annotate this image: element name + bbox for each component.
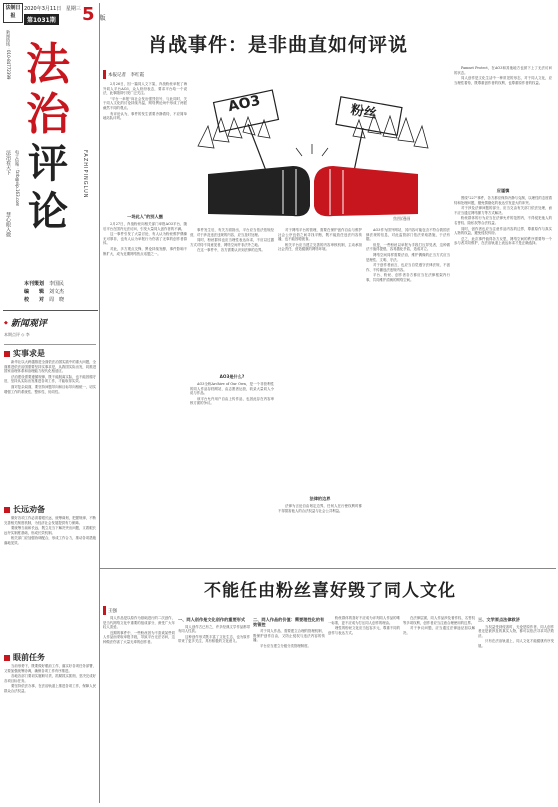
byline-marker-icon	[103, 70, 106, 79]
contact-email: 电子信箱：fzrb@vip.163.com	[15, 150, 20, 207]
bottom-article-subhead-1: 一、同人创作是文化创作的重要形式	[178, 617, 246, 622]
contact-hotline: 新闻热线：010-84772399	[6, 30, 11, 80]
bottom-article-col-2: 一、同人创作是文化创作的重要形式 同人创作古已有之，许多经典文学作品都带有同人性质。 这种创作形式既丰富了文化生态，也为原作带来了更多关注，具有积极的文化意义。	[178, 617, 250, 644]
page-number: 5 版	[82, 4, 106, 25]
column-host: 本期点评 ◇ 李	[4, 332, 30, 337]
top-article-subhead-2: AO3是什么?	[219, 374, 245, 379]
bottom-article-col-5: 在法律层面，同人作品涉及著作权、名誉权等多项权利，创作者应当注意合理使用的边界。 对于争议问题，应当通过法律途径加以解决。	[403, 616, 475, 635]
column-logo-icon: ◆	[4, 319, 8, 326]
bottom-article-col-1: 同人作品是以原作为基础进行的二次创作，是当代网络文化中重要的组成部分，深受广大年轻人喜爱。 近期的事件中，一些粉丝因为不喜欢某些同人作品而采取举报手段，导致平台无法访问，这种做法伤害了大量无辜的创作者。	[103, 616, 175, 644]
top-article-col-4: AO3作为国外网站，其内容可能包含不符合我国法律法规的信息，对此监管部门依法采取措施，于法有据。 但是，一些粉丝以举报为手段打压异见者，这种做法不值得提倡，容易激化矛盾，造成对立。 网络空间同样需要法治，维护偶像的正当方式应当是理性、文明、守法。 对于创作者而言，也应当自觉遵守法律法规，不创作、不传播违法违规内容。 平台、粉丝、创作者各方都应当在法律框架内行事，共同维护清朗的网络空间。	[366, 228, 450, 282]
top-article-subhead-3: 法律的边界	[309, 496, 331, 501]
top-article-col-2b: AO3全称Archive of Our Own，是一个非营利性的同人作品存档网站，由志愿者运营，收录大量同人小说与作品。 该平台允许用户自由上传作品，也因此存在内容审核方面的争议。	[190, 382, 274, 406]
motto-2: 慧心眼入微	[5, 212, 11, 237]
bottom-article-col-4: 粉丝群体的喜好不应成为评判同人作品的唯一标准，更不应成为打压同人创作的理由。 理性的粉丝文化应当包容多元，尊重不同的创作与表达方式。	[328, 616, 400, 635]
top-article-col-1b: 2月27日，肖战粉丝向相关部门举报AO3平台，随后平台在国内无法访问，引发大量同人创作者的不满。 这一事件引发了大量讨论，有人认为粉丝维护偶像无可厚非，也有人认为举报行为伤害了无辜的创作者群体。 对此，多方观点交锋，舆论持续发酵，事件影响不断扩大，成为近期网络热点话题之一。	[103, 222, 187, 256]
top-article-col-5: Pamnet Protect，在AO3和其他地方也被下上了无法访问的状态。 同人创作是文化生活中一种常见的形态，对于同人文化，应当理性看待，既尊重创作者的权利，也尊重原作者的权益。	[454, 66, 552, 85]
bottom-article-headline: 不能任由粉丝喜好毁了同人文化	[204, 581, 456, 601]
bottom-article-col-3: 二、同人作品的价值：需要理性化的有效管控 对于同人作品，需要建立合理的管理机制，既保护创作自由，又防止侵权与违法内容的传播。 平台应当建立分级分类管理制度。	[253, 617, 325, 648]
column-divider	[99, 3, 100, 803]
bottom-article-subhead-3: 三、文学原点法律救济	[478, 617, 520, 622]
sidebar-section-2-body: 做好各项工作必须着眼长远，统筹谋划，把握规律，不断完善相关制度机制，为经济社会发展提供有力保障。 要统筹当前和长远，既立足当下解决突出问题，又着眼长远夯实制度基础，形成长效机制。 相关部门应加强协调配合，形成工作合力，推动各项措施落地见效。	[4, 516, 96, 545]
bottom-article-byline: 王强	[103, 606, 117, 615]
paper-logo: 法制日报	[3, 3, 23, 23]
sign-label-fans: 粉丝	[349, 102, 378, 123]
sidebar	[4, 316, 96, 804]
sidebar-section-title: 长远劝备	[13, 505, 45, 514]
top-article-col-2: 事件发生后，有关方面指出，平台应当依法依规经营，对于涉及违法违规的内容，应当及时处理。 同时，粉丝群体也应当理性表达诉求，不应以过激方式对待不同意见者，网络空间并非法外之地。 在这一事件中，各方需要认识到法律的边界。	[190, 228, 274, 253]
top-article-illustration	[188, 66, 438, 224]
fist-bump-illustration	[188, 66, 438, 224]
byline-marker-icon	[103, 606, 106, 615]
top-article-byline: 本报记者 李红霞	[103, 70, 144, 79]
section-title	[22, 40, 74, 260]
section-title-char-3: 评	[28, 140, 68, 187]
column-name: 新闻观评	[10, 319, 47, 329]
sidebar-section-title: 实事求是	[13, 349, 45, 358]
bottom-article-subhead-2: 二、同人作品的价值：需要理性化的有效管控	[253, 617, 325, 627]
motto-1: 法治看天下	[5, 150, 11, 175]
top-article-subhead-4: 应谨慎	[496, 188, 510, 193]
sidebar-section-title: 眼前任务	[13, 653, 45, 662]
illustration-credit: 焦图/漫画	[393, 216, 411, 221]
masthead-divider	[3, 310, 98, 311]
top-article-headline: 肖战事件：是非曲直如何评说	[148, 34, 409, 56]
editor-row: 校 对 周 晓	[24, 297, 65, 303]
sidebar-section-2	[4, 504, 45, 515]
editor-credits	[24, 280, 94, 304]
sidebar-section-1	[4, 348, 45, 359]
sidebar-section-3-body: 当前形势下，既要做好眼前工作，落实好各项任务部署，又要加强统筹协调，确保各项工作有序推进。 各地各部门要切实履职尽责，抓紧抓实抓细，坚决完成好各项目标任务。 要坚持依法办事，在法治轨道上推进各项工作，保障人民群众合法权益。	[4, 664, 96, 693]
section-title-char-2: 治	[26, 89, 70, 140]
section-title-char-4: 论	[28, 188, 68, 235]
section-marker-icon	[4, 507, 10, 513]
section-pinyin: FAZHIPINGLUN	[82, 150, 88, 199]
sidebar-section-3	[4, 652, 45, 663]
issue-number-row	[24, 14, 59, 24]
top-article-subhead-1: 一场此人"的别人圈	[127, 214, 163, 219]
editor-row: 编 辑 刘文杰	[24, 289, 65, 295]
section-title-char-1: 法	[26, 39, 70, 90]
article-divider	[100, 568, 556, 569]
sign-label-ao3: AO3	[226, 92, 262, 116]
top-article-col-1: 2月26日，因一篇同人文下架，肖战粉丝举报了海外同人平台AO3，众人纷纷表态，要求平台给一个说法，此事随即引发广泛关注。 "平台一举报"向社会发出强烈信号，与此同时，关于同人文化的讨论持续升温，网络舆论场中形成了两派截然不同的观点。 有评论认为，事件的发生需要冷静看待，不应简单地站队评判。	[103, 82, 187, 121]
editor-row: 本刊策划 李国民	[24, 281, 65, 287]
issue-weekday: 星期三	[65, 6, 81, 12]
section-marker-icon	[4, 351, 10, 357]
bottom-article-col-6: 三、文学原点法律救济 当权益受到侵害时，无论是原作者、同人创作者还是被涉及的真实人物，都可以依法寻求司法救济。 只有在法治轨道上，同人文化才能健康有序发展。	[478, 617, 554, 648]
sidebar-section-1-body: 新华社以大跨越推进全面依法治国实践中的重大问题，全面推进依法治国需要坚持实事求是，从我国实际出发，同推进国家治理体系和治理能力现代化相适应。 法治建设需要遵循规律，既不能脱离实际，也不能因循守旧，坚持从实际出发推进各项工作，才能取得实效。 面对复杂局面，要坚持问题导向和目标导向相统一，切实增强工作的系统性、整体性、协同性。	[4, 360, 96, 394]
issue-date: 2020年3月11日	[24, 6, 62, 12]
section-marker-icon	[4, 655, 10, 661]
masthead-topbar	[24, 5, 124, 12]
top-article-col-5b: 围绕"227"事件，各方都应保持冷静与克制，以理性的态度看待和处理问题，避免情绪化的表达引发更大的冲突。 对于涉及法律问题的部分，应当交由有关部门依法处理，而不应当通过网络暴力等方式解决。 粉丝群体的行为应当在法律允许的范围内，不得侵犯他人的名誉权、隐私权等合法权益。 同时，创作者也应当注意作品内容的边界，尊重原作与真实人物的权益，避免侵权纠纷。 总之，此次事件值得各方反思，网络空间的秩序需要每一个参与者共同维护，在法治轨道上表达诉求才是正确选择。	[454, 196, 552, 246]
sidebar-column-header	[4, 316, 96, 329]
top-article-col-3b: 法律为言论自由划定边界，任何人在行使权利时都不得损害他人的合法权益与社会公共利益。	[278, 504, 362, 513]
sidebar-divider	[4, 344, 96, 345]
issue-number: 第1031期	[24, 14, 59, 25]
top-article-col-3: 对于网络平台的管理，需要在保护创作自由与维护社会公序良俗之间寻找平衡，既不能放任违法内容传播，也不能因噎废食。 相关平台应当建立完善的内容审核机制，主动承担社会责任，营造健康的网络环境。	[278, 228, 362, 252]
